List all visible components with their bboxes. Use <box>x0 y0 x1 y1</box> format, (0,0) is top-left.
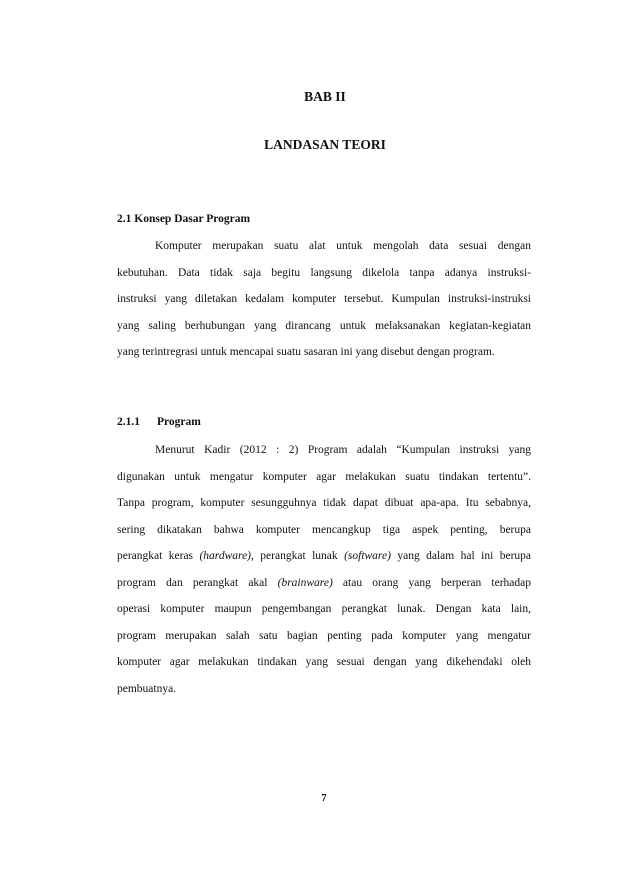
paragraph-line: yang saling berhubungan yang dirancang untuk melaksanakan kegiatan-kegiatan <box>117 319 531 332</box>
text-run: , perangkat lunak <box>251 550 345 562</box>
paragraph-line: kebutuhan. Data tidak saja begitu langsung dikelola tanpa adanya instruksi- <box>117 266 531 279</box>
chapter-label: BAB II <box>304 89 346 104</box>
paragraph <box>117 437 531 702</box>
paragraph-line: Menurut Kadir (2012 : 2) Program adalah “Kumpulan instruksi yang <box>155 444 531 456</box>
paragraph-line: program merupakan salah satu bagian penting pada komputer yang mengatur <box>117 629 531 642</box>
text-run: program dan perangkat akal <box>117 576 278 589</box>
text-run: perangkat keras <box>117 550 200 562</box>
paragraph-line: pembuatnya. <box>117 682 177 695</box>
paragraph-line: operasi komputer maupun pengembangan perangkat lunak. Dengan kata lain, <box>117 603 531 615</box>
paragraph-line <box>117 543 531 570</box>
subsection-heading <box>117 416 201 428</box>
paragraph <box>117 233 531 366</box>
section-heading: 2.1 Konsep Dasar Program <box>117 213 251 225</box>
italic-term: (hardware) <box>199 550 251 562</box>
paragraph-line: komputer agar melakukan tindakan yang sesuai dengan yang dikehendaki oleh <box>117 656 531 668</box>
paragraph-line: yang terintregrasi untuk mencapai suatu sasaran ini yang disebut dengan program. <box>117 346 495 358</box>
chapter-title: LANDASAN TEORI <box>264 137 386 152</box>
italic-term: (software) <box>344 550 391 562</box>
subsection-number: 2.1.1 <box>117 416 140 428</box>
page-number: 7 <box>321 793 327 804</box>
paragraph-line: digunakan untuk mengatur komputer agar melakukan suatu tindakan tertentu”. <box>117 470 531 483</box>
text-run: atau orang yang berperan terhadap <box>332 576 531 589</box>
paragraph-line: instruksi yang diletakan kedalam komputer tersebut. Kumpulan instruksi-instruksi <box>117 293 531 305</box>
subsection-title: Program <box>157 416 201 428</box>
paragraph-line <box>117 570 531 597</box>
paragraph-line: sering dikatakan bahwa komputer mencangkup tiga aspek penting, berupa <box>117 523 531 536</box>
paragraph-line: Tanpa program, komputer sesungguhnya tidak dapat dibuat apa-apa. Itu sebabnya, <box>117 497 531 509</box>
text-run: yang dalam hal ini berupa <box>390 550 532 562</box>
paragraph-line: Komputer merupakan suatu alat untuk mengolah data sesuai dengan <box>155 240 531 252</box>
italic-term: (brainware) <box>277 576 333 589</box>
